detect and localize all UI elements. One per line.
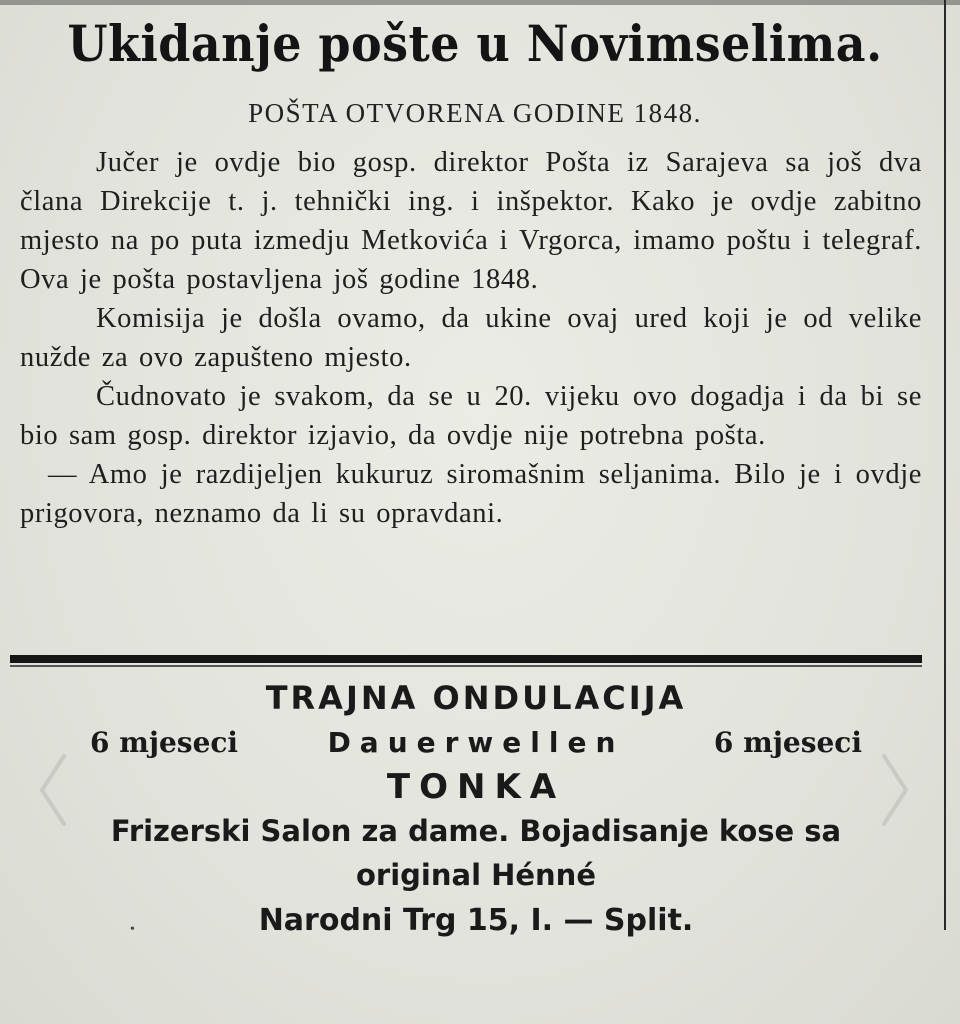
top-border-rule	[0, 0, 960, 5]
ad-right-label: 6 mjeseci	[713, 726, 862, 759]
chevron-right-icon[interactable]	[878, 750, 912, 830]
ad-address: Narodni Trg 15, I. — Split.	[258, 903, 694, 938]
article-paragraph: — Amo je razdijeljen kukuruz siromašnim seljanima. Bilo je i ovdje prigovora, neznamo da li su opravdani.	[20, 459, 922, 529]
print-speck: •	[130, 922, 135, 937]
ad-duration-row	[20, 720, 932, 766]
ad-left-label: 6 mjeseci	[90, 726, 239, 759]
ad-middle-label: Dauerwellen	[327, 726, 625, 759]
section-divider-thin	[10, 665, 922, 667]
section-divider	[10, 655, 922, 663]
article-body	[20, 143, 922, 533]
ad-title: TRAJNA ONDULACIJA	[265, 679, 687, 717]
ad-description-line-1: Frizerski Salon za dame. Bojadisanje kose sa	[110, 814, 842, 848]
article-paragraph: Jučer je ovdje bio gosp. direktor Pošta iz Sarajeva sa još dva člana Direkcije t. j. tehnički ing. i inšpektor. Kako je ovdje zabitno mjesto na po puta izmedju Metkovića i Vrgorca, imamo poštu i telegraf. Ova je pošta postavljena još godine 1848.	[20, 147, 922, 295]
column-divider-rule	[944, 0, 946, 930]
article-headline: Ukidanje pošte u Novimselima.	[67, 14, 883, 73]
article-subheadline: POŠTA OTVORENA GODINE 1848.	[248, 98, 702, 128]
chevron-left-icon[interactable]	[36, 750, 70, 830]
article-paragraph: Komisija je došla ovamo, da ukine ovaj ured koji je od velike nužde za ovo zapušteno mjesto.	[20, 303, 922, 373]
advertisement	[20, 676, 932, 944]
ad-salon-name: TONKA	[386, 767, 566, 807]
ad-description-line-2: original Hénné	[355, 858, 596, 892]
article-paragraph: Čudnovato je svakom, da se u 20. vijeku ovo dogadja i da bi se bio sam gosp. direktor izjavio, da ovdje nije potrebna pošta.	[20, 381, 922, 451]
